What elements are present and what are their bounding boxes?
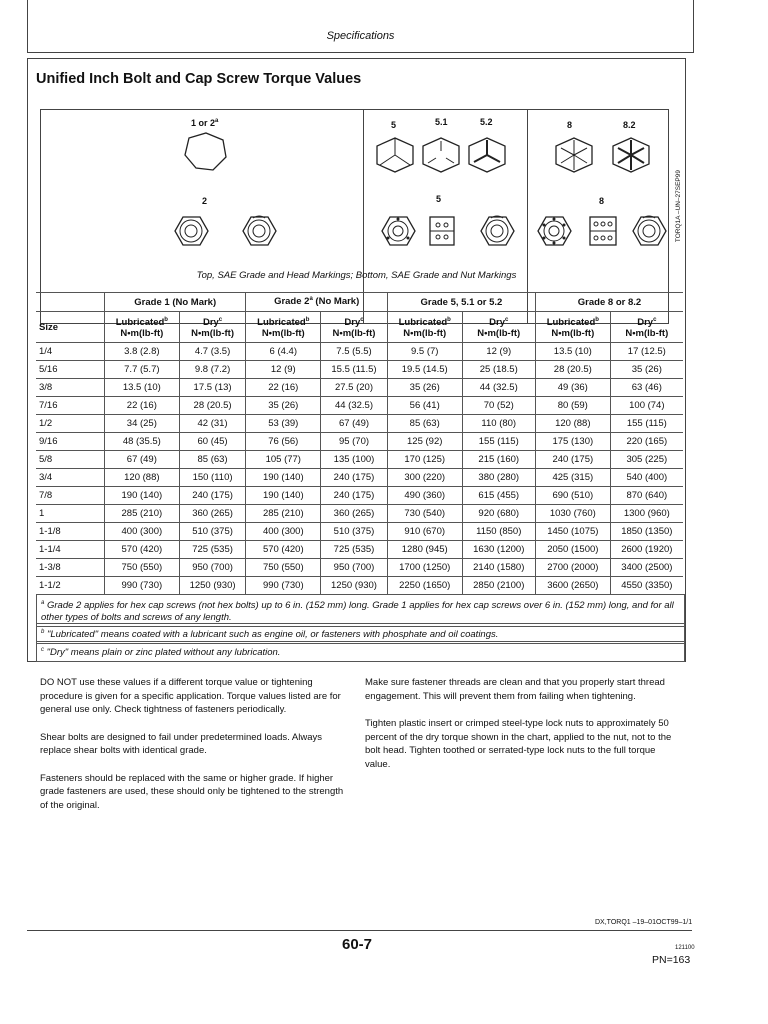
nut-grade-5-locknut-icon [481, 216, 514, 245]
label-grade-5-2: 5.2 [480, 117, 493, 127]
torque-cell: 49 (36) [535, 379, 610, 397]
size-cell: 1/4 [36, 343, 105, 361]
lubricated-header: Lubricated$^b$ N•m(lb-ft) [387, 312, 462, 343]
torque-cell: 1150 (850) [462, 523, 535, 541]
torque-cell: 175 (130) [535, 433, 610, 451]
torque-cell: 35 (26) [387, 379, 462, 397]
bolt-head-grade-8-icon [556, 138, 592, 172]
torque-cell: 725 (535) [179, 541, 246, 559]
table-row [36, 397, 683, 415]
torque-spec-box [27, 58, 686, 662]
label-nut-grade-2: 2 [202, 196, 208, 206]
lubricated-header: Lubricated$^b$ N•m(lb-ft) [246, 312, 321, 343]
bolt-head-markings-drawing [41, 110, 668, 290]
label-grade-8-2: 8.2 [623, 120, 636, 130]
grade-1-header: Grade 1 (No Mark) [105, 293, 246, 312]
torque-cell: 85 (63) [179, 451, 246, 469]
torque-cell: 135 (100) [321, 451, 388, 469]
torque-cell: 1850 (1350) [610, 523, 683, 541]
torque-cell: 56 (41) [387, 397, 462, 415]
bolt-head-grade-5-icon [377, 138, 413, 172]
torque-cell: 490 (360) [387, 487, 462, 505]
size-header: Size [36, 312, 105, 343]
dry-header: Dry$^c$ N•m(lb-ft) [610, 312, 683, 343]
torque-cell: 730 (540) [387, 505, 462, 523]
torque-cell: 53 (39) [246, 415, 321, 433]
grade-2-header: Grade 2$^a$ (No Mark) [246, 293, 387, 312]
dry-header: Dry$^c$ N•m(lb-ft) [321, 312, 388, 343]
size-cell: 5/8 [36, 451, 105, 469]
torque-cell: 35 (26) [246, 397, 321, 415]
dry-header: Dry$^c$ N•m(lb-ft) [462, 312, 535, 343]
lubricated-header: Lubricated$^b$ N•m(lb-ft) [105, 312, 180, 343]
torque-cell: 1300 (960) [610, 505, 683, 523]
torque-cell: 80 (59) [535, 397, 610, 415]
table-row [36, 361, 683, 379]
torque-cell: 285 (210) [105, 505, 180, 523]
table-row [36, 541, 683, 559]
torque-cell: 950 (700) [321, 559, 388, 577]
table-row [36, 469, 683, 487]
torque-cell: 2700 (2000) [535, 559, 610, 577]
size-cell: 3/4 [36, 469, 105, 487]
torque-cell: 1250 (930) [179, 577, 246, 595]
torque-cell: 42 (31) [179, 415, 246, 433]
size-cell: 1-1/4 [36, 541, 105, 559]
torque-cell: 105 (77) [246, 451, 321, 469]
size-cell: 7/8 [36, 487, 105, 505]
torque-cell: 28 (20.5) [179, 397, 246, 415]
torque-table [36, 292, 683, 595]
torque-cell: 690 (510) [535, 487, 610, 505]
torque-cell: 44 (32.5) [321, 397, 388, 415]
pn-number: PN=163 [652, 954, 691, 966]
label-grade-8: 8 [567, 120, 573, 130]
torque-cell: 1030 (760) [535, 505, 610, 523]
table-row [36, 343, 683, 361]
torque-cell: 910 (670) [387, 523, 462, 541]
table-row [36, 433, 683, 451]
torque-cell: 400 (300) [246, 523, 321, 541]
grade-8-header: Grade 8 or 8.2 [535, 293, 683, 312]
torque-cell: 27.5 (20) [321, 379, 388, 397]
torque-cell: 17.5 (13) [179, 379, 246, 397]
nut-grade-5-icon [382, 217, 415, 245]
torque-cell: 1630 (1200) [462, 541, 535, 559]
torque-cell: 34 (25) [105, 415, 180, 433]
torque-cell: 63 (46) [610, 379, 683, 397]
nut-grade-2-locknut-icon [243, 216, 276, 245]
footnote-c: $^c$ "Dry" means plain or zinc plated without any lubrication. [36, 641, 685, 662]
torque-cell: 2600 (1920) [610, 541, 683, 559]
torque-cell: 25 (18.5) [462, 361, 535, 379]
torque-cell: 950 (700) [179, 559, 246, 577]
torque-cell: 510 (375) [179, 523, 246, 541]
torque-cell: 3600 (2650) [535, 577, 610, 595]
torque-cell: 6 (4.4) [246, 343, 321, 361]
footnote-b: $^b$ "Lubricated" means coated with a lubricant such as engine oil, or fasteners with phosphate and oil coatings. [36, 623, 685, 644]
page-title: Unified Inch Bolt and Cap Screw Torque Values [36, 71, 362, 87]
torque-cell: 48 (35.5) [105, 433, 180, 451]
body-paragraph: Tighten plastic insert or crimped steel-type lock nuts to approximately 50 percent of the dry torque shown in the chart, applied to the nut, not to the bolt head. Tighten toothed or serrated-type lock nuts to the full torque value. [365, 718, 672, 770]
body-paragraph: Fasteners should be replaced with the same or higher grade. If higher grade fasteners are used, these should only be tightened to the strength of the original. [40, 772, 344, 811]
torque-cell: 220 (165) [610, 433, 683, 451]
torque-cell: 4550 (3350) [610, 577, 683, 595]
torque-cell: 750 (550) [105, 559, 180, 577]
size-cell: 1/2 [36, 415, 105, 433]
torque-cell: 19.5 (14.5) [387, 361, 462, 379]
torque-cell: 615 (455) [462, 487, 535, 505]
size-cell: 1-1/8 [36, 523, 105, 541]
torque-cell: 400 (300) [105, 523, 180, 541]
torque-cell: 3.8 (2.8) [105, 343, 180, 361]
torque-cell: 28 (20.5) [535, 361, 610, 379]
torque-cell: 360 (265) [179, 505, 246, 523]
torque-cell: 110 (80) [462, 415, 535, 433]
table-row [36, 559, 683, 577]
footer-divider [27, 930, 692, 931]
torque-cell: 510 (375) [321, 523, 388, 541]
torque-cell: 300 (220) [387, 469, 462, 487]
torque-cell: 67 (49) [105, 451, 180, 469]
torque-cell: 120 (88) [105, 469, 180, 487]
torque-cell: 100 (74) [610, 397, 683, 415]
nut-grade-8-locknut-icon [633, 216, 666, 245]
table-grade-header-row [36, 293, 683, 312]
torque-cell: 4.7 (3.5) [179, 343, 246, 361]
section-title: Specifications [326, 30, 395, 42]
torque-cell: 22 (16) [105, 397, 180, 415]
torque-cell: 76 (56) [246, 433, 321, 451]
table-row [36, 505, 683, 523]
bolt-head-grade-5-1-icon [423, 138, 459, 172]
torque-cell: 425 (315) [535, 469, 610, 487]
torque-cell: 2050 (1500) [535, 541, 610, 559]
torque-cell: 990 (730) [105, 577, 180, 595]
torque-cell: 1450 (1075) [535, 523, 610, 541]
torque-cell: 12 (9) [246, 361, 321, 379]
page-number: 60-7 [342, 936, 373, 953]
bolt-head-grade-5-2-icon [469, 138, 505, 172]
table-row [36, 523, 683, 541]
dry-header: Dry$^c$ N•m(lb-ft) [179, 312, 246, 343]
torque-cell: 150 (110) [179, 469, 246, 487]
torque-cell: 9.5 (7) [387, 343, 462, 361]
torque-cell: 60 (45) [179, 433, 246, 451]
header-frame [27, 0, 694, 53]
torque-cell: 13.5 (10) [105, 379, 180, 397]
torque-cell: 2250 (1650) [387, 577, 462, 595]
torque-cell: 85 (63) [387, 415, 462, 433]
torque-cell: 570 (420) [105, 541, 180, 559]
print-code: 121100 [675, 945, 695, 951]
torque-cell: 170 (125) [387, 451, 462, 469]
torque-cell: 240 (175) [179, 487, 246, 505]
table-row [36, 415, 683, 433]
torque-cell: 35 (26) [610, 361, 683, 379]
nut-grade-5-side-icon [430, 217, 454, 245]
torque-cell: 380 (280) [462, 469, 535, 487]
torque-cell: 870 (640) [610, 487, 683, 505]
body-left-column [40, 676, 352, 826]
nut-grade-8-side-icon [590, 217, 616, 245]
torque-cell: 285 (210) [246, 505, 321, 523]
torque-cell: 240 (175) [321, 487, 388, 505]
label-nut-grade-5: 5 [436, 194, 442, 204]
torque-cell: 1700 (1250) [387, 559, 462, 577]
nut-grade-2-icon [175, 217, 208, 245]
table-row [36, 379, 683, 397]
torque-cell: 920 (680) [462, 505, 535, 523]
torque-cell: 750 (550) [246, 559, 321, 577]
size-cell: 1 [36, 505, 105, 523]
torque-cell: 12 (9) [462, 343, 535, 361]
torque-cell: 190 (140) [105, 487, 180, 505]
torque-cell: 120 (88) [535, 415, 610, 433]
body-paragraph: Shear bolts are designed to fail under predetermined loads. Always replace shear bolts with identical grade. [40, 731, 323, 756]
lubricated-header: Lubricated$^b$ N•m(lb-ft) [535, 312, 610, 343]
torque-cell: 67 (49) [321, 415, 388, 433]
size-cell: 9/16 [36, 433, 105, 451]
torque-cell: 17 (12.5) [610, 343, 683, 361]
footnote-a: $^a$ Grade 2 applies for hex cap screws (not hex bolts) up to 6 in. (152 mm) long. Grade 1 applies for hex cap screws over 6 in. (152 mm) long, and for all other types of bolts and screws of any length. [36, 594, 685, 627]
size-cell: 1-3/8 [36, 559, 105, 577]
torque-cell: 44 (32.5) [462, 379, 535, 397]
torque-cell: 190 (140) [246, 469, 321, 487]
torque-cell: 125 (92) [387, 433, 462, 451]
torque-cell: 240 (175) [535, 451, 610, 469]
figure-caption: Top, SAE Grade and Head Markings; Bottom, SAE Grade and Nut Markings [196, 270, 517, 281]
torque-cell: 3400 (2500) [610, 559, 683, 577]
torque-cell: 215 (160) [462, 451, 535, 469]
torque-cell: 540 (400) [610, 469, 683, 487]
bolt-head-grade-8-2-icon [613, 138, 649, 172]
table-row [36, 577, 683, 595]
torque-cell: 1280 (945) [387, 541, 462, 559]
figure-side-code: TORQ1A –UN–27SEP99 [675, 170, 682, 243]
table-row [36, 451, 683, 469]
grade-5-header: Grade 5, 5.1 or 5.2 [387, 293, 535, 312]
label-grade-5: 5 [391, 120, 397, 130]
document-code: DX,TORQ1 –19–01OCT99–1/1 [595, 919, 693, 926]
torque-cell: 9.8 (7.2) [179, 361, 246, 379]
body-paragraph: DO NOT use these values if a different torque value or tightening procedure is given for a specific application. Torque values listed are for general use only. Check tightness of fasteners periodically. [40, 677, 341, 715]
torque-table-body [36, 343, 683, 595]
torque-cell: 15.5 (11.5) [321, 361, 388, 379]
bolt-head-grade-1-2-icon [185, 133, 226, 170]
label-grade-5-1: 5.1 [435, 117, 448, 127]
torque-cell: 2140 (1580) [462, 559, 535, 577]
torque-cell: 725 (535) [321, 541, 388, 559]
torque-cell: 360 (265) [321, 505, 388, 523]
label-nut-grade-8: 8 [599, 196, 605, 206]
table-subheader-row [36, 312, 683, 343]
torque-cell: 22 (16) [246, 379, 321, 397]
body-paragraph: Make sure fastener threads are clean and that you properly start thread engagement. This will prevent them from failing when tightening. [365, 677, 665, 702]
torque-cell: 305 (225) [610, 451, 683, 469]
nut-grade-8-icon [538, 217, 571, 245]
torque-cell: 2850 (2100) [462, 577, 535, 595]
torque-cell: 240 (175) [321, 469, 388, 487]
table-corner [36, 293, 105, 312]
torque-cell: 13.5 (10) [535, 343, 610, 361]
size-cell: 7/16 [36, 397, 105, 415]
torque-cell: 155 (115) [462, 433, 535, 451]
torque-cell: 95 (70) [321, 433, 388, 451]
torque-cell: 570 (420) [246, 541, 321, 559]
torque-cell: 7.7 (5.7) [105, 361, 180, 379]
size-cell: 3/8 [36, 379, 105, 397]
size-cell: 1-1/2 [36, 577, 105, 595]
torque-cell: 990 (730) [246, 577, 321, 595]
torque-cell: 190 (140) [246, 487, 321, 505]
torque-cell: 7.5 (5.5) [321, 343, 388, 361]
torque-cell: 1250 (930) [321, 577, 388, 595]
body-right-column [365, 676, 683, 785]
size-cell: 5/16 [36, 361, 105, 379]
torque-cell: 70 (52) [462, 397, 535, 415]
table-row [36, 487, 683, 505]
torque-cell: 155 (115) [610, 415, 683, 433]
label-grade-1-or-2: 1 or 2$^a$ [191, 118, 219, 128]
